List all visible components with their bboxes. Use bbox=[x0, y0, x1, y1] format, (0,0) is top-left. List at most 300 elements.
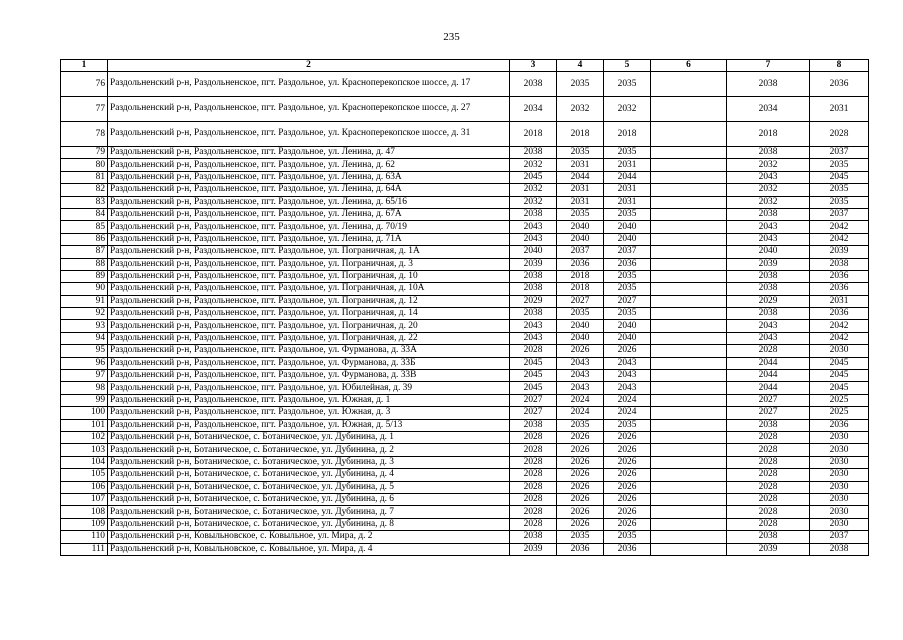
col7-cell: 2027 bbox=[727, 394, 810, 406]
col8-cell: 2031 bbox=[810, 97, 869, 122]
table-row bbox=[61, 97, 869, 122]
table-row bbox=[61, 184, 869, 196]
col3-cell: 2032 bbox=[510, 196, 557, 208]
col3-cell: 2028 bbox=[510, 493, 557, 505]
col6-cell bbox=[651, 345, 727, 357]
col6-cell bbox=[651, 270, 727, 282]
col3-cell: 2039 bbox=[510, 258, 557, 270]
col5-cell: 2035 bbox=[604, 419, 651, 431]
col3-cell: 2038 bbox=[510, 270, 557, 282]
col5-cell: 2031 bbox=[604, 159, 651, 171]
col4-cell: 2027 bbox=[557, 295, 604, 307]
table-row bbox=[61, 382, 869, 394]
row-number-cell: 88 bbox=[61, 258, 108, 270]
col5-cell: 2026 bbox=[604, 469, 651, 481]
col4-cell: 2026 bbox=[557, 481, 604, 493]
address-cell: Раздольненский р-н, Раздольненское, пгт. Раздольное, ул. Фурманова, д. 33В bbox=[108, 370, 510, 382]
col6-cell bbox=[651, 357, 727, 369]
address-cell: Раздольненский р-н, Раздольненское, пгт. Раздольное, ул. Ленина, д. 71А bbox=[108, 233, 510, 245]
col8-cell: 2030 bbox=[810, 518, 869, 530]
table-row bbox=[61, 518, 869, 530]
col7-cell: 2038 bbox=[727, 419, 810, 431]
col5-cell: 2026 bbox=[604, 481, 651, 493]
address-cell: Раздольненский р-н, Раздольненское, пгт. Раздольное, ул. Ленина, д. 67А bbox=[108, 208, 510, 220]
col4-cell: 2043 bbox=[557, 357, 604, 369]
col7-cell: 2028 bbox=[727, 456, 810, 468]
table-row bbox=[61, 258, 869, 270]
col5-cell: 2024 bbox=[604, 407, 651, 419]
col7-cell: 2039 bbox=[727, 543, 810, 555]
col5-cell: 2026 bbox=[604, 506, 651, 518]
col6-cell bbox=[651, 196, 727, 208]
col8-cell: 2037 bbox=[810, 531, 869, 543]
col4-cell: 2035 bbox=[557, 419, 604, 431]
col6-cell bbox=[651, 159, 727, 171]
row-number-cell: 89 bbox=[61, 270, 108, 282]
row-number-cell: 104 bbox=[61, 456, 108, 468]
col6-cell bbox=[651, 394, 727, 406]
row-number-cell: 90 bbox=[61, 283, 108, 295]
col3-cell: 2028 bbox=[510, 469, 557, 481]
address-cell: Раздольненский р-н, Ковыльновское, с. Ковыльное, ул. Мира, д. 2 bbox=[108, 531, 510, 543]
col7-cell: 2038 bbox=[727, 308, 810, 320]
row-number-cell: 99 bbox=[61, 394, 108, 406]
col7-cell: 2028 bbox=[727, 481, 810, 493]
col4-cell: 2024 bbox=[557, 407, 604, 419]
table-row bbox=[61, 233, 869, 245]
col5-cell: 2035 bbox=[604, 147, 651, 159]
row-number-cell: 84 bbox=[61, 208, 108, 220]
col4-cell: 2040 bbox=[557, 332, 604, 344]
header-cell-2: 2 bbox=[108, 60, 510, 72]
col3-cell: 2043 bbox=[510, 332, 557, 344]
col6-cell bbox=[651, 370, 727, 382]
col7-cell: 2038 bbox=[727, 531, 810, 543]
col7-cell: 2028 bbox=[727, 345, 810, 357]
col5-cell: 2026 bbox=[604, 431, 651, 443]
col8-cell: 2042 bbox=[810, 221, 869, 233]
col8-cell: 2045 bbox=[810, 370, 869, 382]
col3-cell: 2028 bbox=[510, 456, 557, 468]
col4-cell: 2040 bbox=[557, 221, 604, 233]
table-row bbox=[61, 196, 869, 208]
col6-cell bbox=[651, 246, 727, 258]
header-row bbox=[61, 60, 869, 72]
col8-cell: 2030 bbox=[810, 444, 869, 456]
col6-cell bbox=[651, 407, 727, 419]
col4-cell: 2018 bbox=[557, 122, 604, 147]
table-row bbox=[61, 320, 869, 332]
col4-cell: 2044 bbox=[557, 171, 604, 183]
row-number-cell: 86 bbox=[61, 233, 108, 245]
col6-cell bbox=[651, 147, 727, 159]
col8-cell: 2042 bbox=[810, 320, 869, 332]
header-cell-3: 3 bbox=[510, 60, 557, 72]
col6-cell bbox=[651, 481, 727, 493]
col4-cell: 2026 bbox=[557, 506, 604, 518]
col7-cell: 2028 bbox=[727, 469, 810, 481]
col3-cell: 2038 bbox=[510, 72, 557, 97]
col3-cell: 2038 bbox=[510, 208, 557, 220]
col6-cell bbox=[651, 382, 727, 394]
header-cell-6: 6 bbox=[651, 60, 727, 72]
col5-cell: 2035 bbox=[604, 72, 651, 97]
page-number: 235 bbox=[443, 31, 460, 43]
col4-cell: 2026 bbox=[557, 444, 604, 456]
col7-cell: 2038 bbox=[727, 72, 810, 97]
address-cell: Раздольненский р-н, Раздольненское, пгт. Раздольное, ул. Южная, д. 3 bbox=[108, 407, 510, 419]
col8-cell: 2030 bbox=[810, 493, 869, 505]
col5-cell: 2024 bbox=[604, 394, 651, 406]
table-row bbox=[61, 431, 869, 443]
row-number-cell: 79 bbox=[61, 147, 108, 159]
row-number-cell: 95 bbox=[61, 345, 108, 357]
col6-cell bbox=[651, 221, 727, 233]
col5-cell: 2035 bbox=[604, 531, 651, 543]
col8-cell: 2035 bbox=[810, 159, 869, 171]
col6-cell bbox=[651, 543, 727, 555]
table-row bbox=[61, 456, 869, 468]
table-row bbox=[61, 270, 869, 282]
col6-cell bbox=[651, 320, 727, 332]
address-cell: Раздольненский р-н, Ботаническое, с. Ботаническое, ул. Дубинина, д. 6 bbox=[108, 493, 510, 505]
col7-cell: 2028 bbox=[727, 493, 810, 505]
table-row bbox=[61, 370, 869, 382]
row-number-cell: 76 bbox=[61, 72, 108, 97]
col6-cell bbox=[651, 258, 727, 270]
address-cell: Раздольненский р-н, Ботаническое, с. Ботаническое, ул. Дубинина, д. 5 bbox=[108, 481, 510, 493]
table-row bbox=[61, 444, 869, 456]
col8-cell: 2025 bbox=[810, 394, 869, 406]
row-number-cell: 94 bbox=[61, 332, 108, 344]
address-cell: Раздольненский р-н, Раздольненское, пгт. Раздольное, ул. Пограничная, д. 3 bbox=[108, 258, 510, 270]
registry-table bbox=[60, 59, 869, 556]
col3-cell: 2032 bbox=[510, 184, 557, 196]
table-row bbox=[61, 208, 869, 220]
col4-cell: 2035 bbox=[557, 531, 604, 543]
header-cell-4: 4 bbox=[557, 60, 604, 72]
col4-cell: 2040 bbox=[557, 320, 604, 332]
address-cell: Раздольненский р-н, Ботаническое, с. Ботаническое, ул. Дубинина, д. 3 bbox=[108, 456, 510, 468]
col6-cell bbox=[651, 72, 727, 97]
col6-cell bbox=[651, 493, 727, 505]
col6-cell bbox=[651, 531, 727, 543]
col8-cell: 2028 bbox=[810, 122, 869, 147]
col3-cell: 2038 bbox=[510, 308, 557, 320]
col4-cell: 2031 bbox=[557, 159, 604, 171]
col5-cell: 2040 bbox=[604, 233, 651, 245]
col6-cell bbox=[651, 431, 727, 443]
col5-cell: 2031 bbox=[604, 196, 651, 208]
col7-cell: 2029 bbox=[727, 295, 810, 307]
col4-cell: 2040 bbox=[557, 233, 604, 245]
header-cell-8: 8 bbox=[810, 60, 869, 72]
table-row bbox=[61, 159, 869, 171]
col4-cell: 2031 bbox=[557, 184, 604, 196]
col8-cell: 2030 bbox=[810, 469, 869, 481]
col4-cell: 2035 bbox=[557, 147, 604, 159]
col7-cell: 2043 bbox=[727, 221, 810, 233]
col4-cell: 2026 bbox=[557, 518, 604, 530]
col5-cell: 2035 bbox=[604, 208, 651, 220]
col8-cell: 2025 bbox=[810, 407, 869, 419]
address-cell: Раздольненский р-н, Раздольненское, пгт. Раздольное, ул. Пограничная, д. 22 bbox=[108, 332, 510, 344]
col8-cell: 2036 bbox=[810, 72, 869, 97]
table-row bbox=[61, 419, 869, 431]
table-row bbox=[61, 531, 869, 543]
address-cell: Раздольненский р-н, Раздольненское, пгт. Раздольное, ул. Красноперекопское шоссе, д. 27 bbox=[108, 97, 510, 122]
row-number-cell: 77 bbox=[61, 97, 108, 122]
address-cell: Раздольненский р-н, Раздольненское, пгт. Раздольное, ул. Пограничная, д. 1А bbox=[108, 246, 510, 258]
col7-cell: 2028 bbox=[727, 431, 810, 443]
col4-cell: 2035 bbox=[557, 208, 604, 220]
address-cell: Раздольненский р-н, Ботаническое, с. Ботаническое, ул. Дубинина, д. 1 bbox=[108, 431, 510, 443]
col6-cell bbox=[651, 444, 727, 456]
address-cell: Раздольненский р-н, Ботаническое, с. Ботаническое, ул. Дубинина, д. 4 bbox=[108, 469, 510, 481]
col3-cell: 2018 bbox=[510, 122, 557, 147]
address-cell: Раздольненский р-н, Раздольненское, пгт. Раздольное, ул. Южная, д. 5/13 bbox=[108, 419, 510, 431]
col5-cell: 2035 bbox=[604, 270, 651, 282]
row-number-cell: 83 bbox=[61, 196, 108, 208]
address-cell: Раздольненский р-н, Ботаническое, с. Ботаническое, ул. Дубинина, д. 8 bbox=[108, 518, 510, 530]
address-cell: Раздольненский р-н, Раздольненское, пгт. Раздольное, ул. Фурманова, д. 33А bbox=[108, 345, 510, 357]
col3-cell: 2028 bbox=[510, 518, 557, 530]
row-number-cell: 87 bbox=[61, 246, 108, 258]
header-cell-7: 7 bbox=[727, 60, 810, 72]
col8-cell: 2039 bbox=[810, 246, 869, 258]
col4-cell: 2035 bbox=[557, 308, 604, 320]
col3-cell: 2043 bbox=[510, 320, 557, 332]
row-number-cell: 91 bbox=[61, 295, 108, 307]
row-number-cell: 97 bbox=[61, 370, 108, 382]
col7-cell: 2038 bbox=[727, 147, 810, 159]
row-number-cell: 81 bbox=[61, 171, 108, 183]
col3-cell: 2038 bbox=[510, 419, 557, 431]
col7-cell: 2034 bbox=[727, 97, 810, 122]
col4-cell: 2026 bbox=[557, 345, 604, 357]
col5-cell: 2036 bbox=[604, 258, 651, 270]
col4-cell: 2018 bbox=[557, 283, 604, 295]
col7-cell: 2044 bbox=[727, 357, 810, 369]
col4-cell: 2036 bbox=[557, 543, 604, 555]
col3-cell: 2029 bbox=[510, 295, 557, 307]
col5-cell: 2026 bbox=[604, 493, 651, 505]
col6-cell bbox=[651, 518, 727, 530]
row-number-cell: 110 bbox=[61, 531, 108, 543]
table-row bbox=[61, 407, 869, 419]
table-row bbox=[61, 469, 869, 481]
col5-cell: 2043 bbox=[604, 357, 651, 369]
col3-cell: 2027 bbox=[510, 407, 557, 419]
address-cell: Раздольненский р-н, Раздольненское, пгт. Раздольное, ул. Ленина, д. 70/19 bbox=[108, 221, 510, 233]
table-row bbox=[61, 72, 869, 97]
col7-cell: 2032 bbox=[727, 184, 810, 196]
address-cell: Раздольненский р-н, Раздольненское, пгт. Раздольное, ул. Красноперекопское шоссе, д. 31 bbox=[108, 122, 510, 147]
col4-cell: 2043 bbox=[557, 382, 604, 394]
col4-cell: 2031 bbox=[557, 196, 604, 208]
table-row bbox=[61, 171, 869, 183]
col5-cell: 2026 bbox=[604, 345, 651, 357]
col6-cell bbox=[651, 184, 727, 196]
table-row bbox=[61, 506, 869, 518]
col3-cell: 2043 bbox=[510, 233, 557, 245]
col8-cell: 2042 bbox=[810, 233, 869, 245]
col8-cell: 2036 bbox=[810, 283, 869, 295]
address-cell: Раздольненский р-н, Раздольненское, пгт. Раздольное, ул. Пограничная, д. 14 bbox=[108, 308, 510, 320]
table-row bbox=[61, 122, 869, 147]
row-number-cell: 101 bbox=[61, 419, 108, 431]
col6-cell bbox=[651, 469, 727, 481]
col7-cell: 2038 bbox=[727, 208, 810, 220]
col8-cell: 2045 bbox=[810, 382, 869, 394]
table-row bbox=[61, 345, 869, 357]
table-row bbox=[61, 283, 869, 295]
col3-cell: 2028 bbox=[510, 506, 557, 518]
address-cell: Раздольненский р-н, Раздольненское, пгт. Раздольное, ул. Пограничная, д. 12 bbox=[108, 295, 510, 307]
col3-cell: 2028 bbox=[510, 345, 557, 357]
table-row bbox=[61, 543, 869, 555]
col4-cell: 2024 bbox=[557, 394, 604, 406]
col3-cell: 2045 bbox=[510, 171, 557, 183]
col5-cell: 2018 bbox=[604, 122, 651, 147]
col8-cell: 2037 bbox=[810, 147, 869, 159]
table-row bbox=[61, 493, 869, 505]
table-body bbox=[61, 72, 869, 556]
col5-cell: 2032 bbox=[604, 97, 651, 122]
col4-cell: 2026 bbox=[557, 493, 604, 505]
row-number-cell: 98 bbox=[61, 382, 108, 394]
col3-cell: 2045 bbox=[510, 357, 557, 369]
table-row bbox=[61, 221, 869, 233]
row-number-cell: 96 bbox=[61, 357, 108, 369]
row-number-cell: 108 bbox=[61, 506, 108, 518]
address-cell: Раздольненский р-н, Раздольненское, пгт. Раздольное, ул. Пограничная, д. 20 bbox=[108, 320, 510, 332]
row-number-cell: 103 bbox=[61, 444, 108, 456]
col7-cell: 2038 bbox=[727, 270, 810, 282]
col8-cell: 2045 bbox=[810, 357, 869, 369]
col8-cell: 2036 bbox=[810, 308, 869, 320]
table-row bbox=[61, 147, 869, 159]
col5-cell: 2043 bbox=[604, 382, 651, 394]
col8-cell: 2038 bbox=[810, 258, 869, 270]
col3-cell: 2043 bbox=[510, 221, 557, 233]
address-cell: Раздольненский р-н, Раздольненское, пгт. Раздольное, ул. Пограничная, д. 10А bbox=[108, 283, 510, 295]
col8-cell: 2042 bbox=[810, 332, 869, 344]
col7-cell: 2028 bbox=[727, 518, 810, 530]
row-number-cell: 102 bbox=[61, 431, 108, 443]
col7-cell: 2028 bbox=[727, 444, 810, 456]
col7-cell: 2043 bbox=[727, 171, 810, 183]
col5-cell: 2026 bbox=[604, 518, 651, 530]
address-cell: Раздольненский р-н, Раздольненское, пгт. Раздольное, ул. Ленина, д. 63А bbox=[108, 171, 510, 183]
row-number-cell: 93 bbox=[61, 320, 108, 332]
col6-cell bbox=[651, 332, 727, 344]
col4-cell: 2043 bbox=[557, 370, 604, 382]
address-cell: Раздольненский р-н, Ботаническое, с. Ботаническое, ул. Дубинина, д. 2 bbox=[108, 444, 510, 456]
col8-cell: 2031 bbox=[810, 295, 869, 307]
col7-cell: 2043 bbox=[727, 320, 810, 332]
col6-cell bbox=[651, 295, 727, 307]
col4-cell: 2035 bbox=[557, 72, 604, 97]
col3-cell: 2038 bbox=[510, 531, 557, 543]
address-cell: Раздольненский р-н, Раздольненское, пгт. Раздольное, ул. Ленина, д. 62 bbox=[108, 159, 510, 171]
table-row bbox=[61, 308, 869, 320]
col8-cell: 2030 bbox=[810, 506, 869, 518]
col6-cell bbox=[651, 122, 727, 147]
col5-cell: 2026 bbox=[604, 444, 651, 456]
col3-cell: 2045 bbox=[510, 382, 557, 394]
address-cell: Раздольненский р-н, Раздольненское, пгт. Раздольное, ул. Ленина, д. 47 bbox=[108, 147, 510, 159]
address-cell: Раздольненский р-н, Раздольненское, пгт. Раздольное, ул. Фурманова, д. 33Б bbox=[108, 357, 510, 369]
address-cell: Раздольненский р-н, Раздольненское, пгт. Раздольное, ул. Красноперекопское шоссе, д. 17 bbox=[108, 72, 510, 97]
col3-cell: 2028 bbox=[510, 481, 557, 493]
col6-cell bbox=[651, 97, 727, 122]
col8-cell: 2037 bbox=[810, 208, 869, 220]
table-row bbox=[61, 332, 869, 344]
address-cell: Раздольненский р-н, Раздольненское, пгт. Раздольное, ул. Ленина, д. 64А bbox=[108, 184, 510, 196]
col8-cell: 2030 bbox=[810, 481, 869, 493]
col7-cell: 2038 bbox=[727, 283, 810, 295]
col4-cell: 2026 bbox=[557, 456, 604, 468]
table-row bbox=[61, 246, 869, 258]
col8-cell: 2035 bbox=[810, 196, 869, 208]
col8-cell: 2030 bbox=[810, 345, 869, 357]
col7-cell: 2032 bbox=[727, 159, 810, 171]
col7-cell: 2039 bbox=[727, 258, 810, 270]
col3-cell: 2032 bbox=[510, 159, 557, 171]
col5-cell: 2035 bbox=[604, 308, 651, 320]
col8-cell: 2030 bbox=[810, 431, 869, 443]
col8-cell: 2030 bbox=[810, 456, 869, 468]
row-number-cell: 111 bbox=[61, 543, 108, 555]
col6-cell bbox=[651, 419, 727, 431]
col8-cell: 2038 bbox=[810, 543, 869, 555]
col4-cell: 2037 bbox=[557, 246, 604, 258]
row-number-cell: 105 bbox=[61, 469, 108, 481]
address-cell: Раздольненский р-н, Раздольненское, пгт. Раздольное, ул. Южная, д. 1 bbox=[108, 394, 510, 406]
col4-cell: 2032 bbox=[557, 97, 604, 122]
col7-cell: 2040 bbox=[727, 246, 810, 258]
row-number-cell: 80 bbox=[61, 159, 108, 171]
col8-cell: 2036 bbox=[810, 419, 869, 431]
col7-cell: 2018 bbox=[727, 122, 810, 147]
col5-cell: 2035 bbox=[604, 283, 651, 295]
col3-cell: 2039 bbox=[510, 543, 557, 555]
address-cell: Раздольненский р-н, Раздольненское, пгт. Раздольное, ул. Ленина, д. 65/16 bbox=[108, 196, 510, 208]
table-row bbox=[61, 357, 869, 369]
row-number-cell: 82 bbox=[61, 184, 108, 196]
row-number-cell: 92 bbox=[61, 308, 108, 320]
col3-cell: 2028 bbox=[510, 444, 557, 456]
col8-cell: 2036 bbox=[810, 270, 869, 282]
col5-cell: 2044 bbox=[604, 171, 651, 183]
col4-cell: 2026 bbox=[557, 469, 604, 481]
col3-cell: 2038 bbox=[510, 283, 557, 295]
row-number-cell: 78 bbox=[61, 122, 108, 147]
address-cell: Раздольненский р-н, Раздольненское, пгт. Раздольное, ул. Юбилейная, д. 39 bbox=[108, 382, 510, 394]
row-number-cell: 109 bbox=[61, 518, 108, 530]
col5-cell: 2031 bbox=[604, 184, 651, 196]
col7-cell: 2044 bbox=[727, 370, 810, 382]
col4-cell: 2026 bbox=[557, 431, 604, 443]
col5-cell: 2040 bbox=[604, 332, 651, 344]
col5-cell: 2040 bbox=[604, 320, 651, 332]
col5-cell: 2036 bbox=[604, 543, 651, 555]
col5-cell: 2037 bbox=[604, 246, 651, 258]
col4-cell: 2018 bbox=[557, 270, 604, 282]
address-cell: Раздольненский р-н, Ковыльновское, с. Ковыльное, ул. Мира, д. 4 bbox=[108, 543, 510, 555]
col6-cell bbox=[651, 456, 727, 468]
